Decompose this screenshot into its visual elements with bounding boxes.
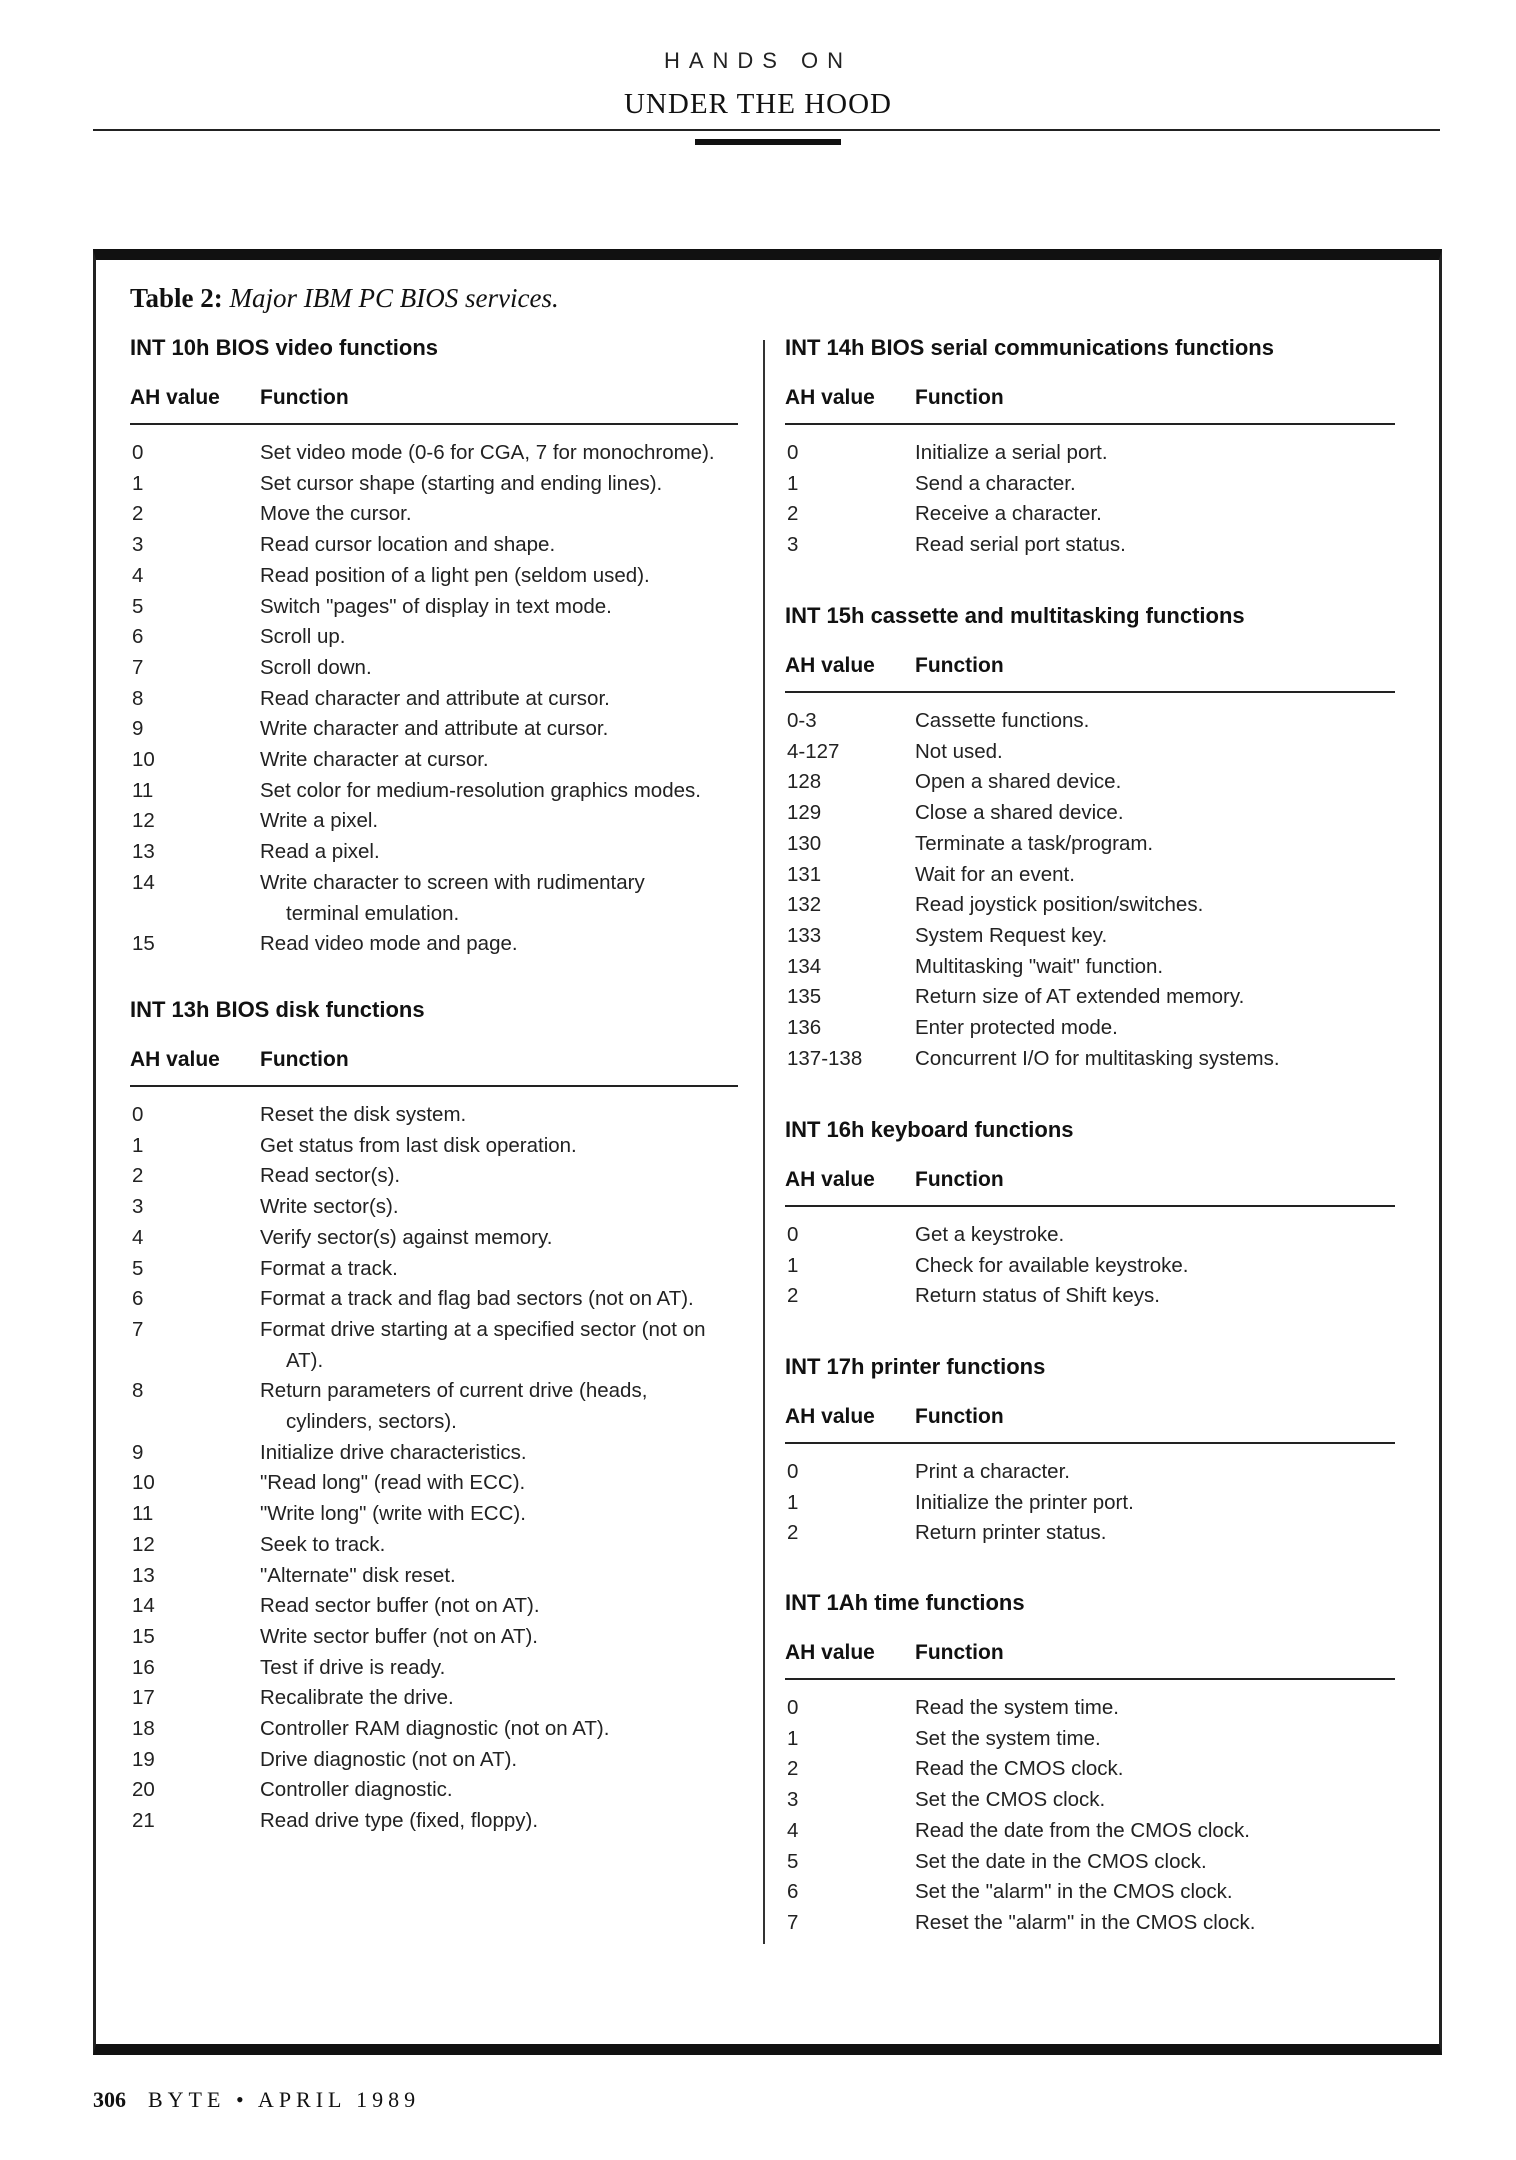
table-row — [785, 982, 1395, 1013]
function-description: "Alternate" disk reset. — [260, 1563, 456, 1587]
table-row — [130, 1223, 738, 1254]
ah-value: 15 — [132, 932, 155, 956]
function-description: Drive diagnostic (not on AT). — [260, 1747, 518, 1771]
ah-value: 15 — [132, 1624, 155, 1648]
function-description: Close a shared device. — [915, 801, 1124, 825]
section-int10 — [130, 333, 738, 960]
ah-value-header: AH value — [785, 386, 875, 409]
table-row — [785, 706, 1395, 737]
table-row — [785, 1724, 1395, 1755]
header-rule — [785, 423, 1395, 425]
ah-value: 10 — [132, 748, 155, 772]
ah-value: 13 — [132, 1563, 155, 1587]
ah-value: 3 — [132, 1195, 144, 1219]
function-description: Set the system time. — [915, 1726, 1101, 1750]
section-title: INT 14h BIOS serial communications functions — [785, 335, 1274, 360]
function-description: Initialize drive characteristics. — [260, 1440, 527, 1464]
function-description: Read the date from the CMOS clock. — [915, 1818, 1250, 1842]
function-description: Move the cursor. — [260, 502, 412, 526]
ah-value: 1 — [787, 471, 799, 495]
table-row — [130, 1438, 738, 1469]
function-description: Receive a character. — [915, 502, 1102, 526]
table-row — [785, 1908, 1395, 1939]
ah-value: 4-127 — [787, 739, 840, 763]
table-row — [785, 530, 1395, 561]
page-number: 306 — [93, 2087, 126, 2112]
function-description: Read video mode and page. — [260, 932, 518, 956]
ah-value: 0 — [132, 1103, 144, 1126]
ah-value: 12 — [132, 1532, 155, 1556]
ah-value: 1 — [132, 471, 144, 495]
magazine-issue: BYTE • APRIL 1989 — [148, 2087, 421, 2112]
ah-value: 133 — [787, 923, 822, 947]
ah-value: 8 — [132, 1379, 144, 1403]
ah-value: 132 — [787, 893, 822, 917]
function-description: Switch "pages" of display in text mode. — [260, 594, 612, 618]
ah-value: 13 — [132, 840, 155, 864]
ah-value: 1 — [132, 1133, 144, 1157]
function-description: Set the "alarm" in the CMOS clock. — [915, 1880, 1233, 1904]
function-description: Cassette functions. — [915, 709, 1090, 732]
ah-value: 2 — [787, 1757, 799, 1781]
table-row — [130, 868, 738, 929]
ah-value: 7 — [132, 1317, 144, 1341]
table-row — [130, 438, 738, 469]
table-rows — [785, 1693, 1395, 1939]
function-description: "Read long" (read with ECC). — [260, 1471, 526, 1495]
table-row — [785, 1281, 1395, 1312]
table-label: Table 2: — [130, 283, 223, 313]
ah-value-header: AH value — [785, 1641, 875, 1664]
function-description: Scroll down. — [260, 655, 372, 679]
function-description: Open a shared device. — [915, 770, 1122, 794]
ah-value: 134 — [787, 954, 822, 978]
table-row — [130, 745, 738, 776]
table-row — [130, 837, 738, 868]
header-rule — [93, 129, 1440, 131]
ah-value-header: AH value — [785, 654, 875, 677]
function-description: Controller diagnostic. — [260, 1778, 453, 1802]
function-description: Format a track and flag bad sectors (not on AT). — [260, 1287, 694, 1311]
table-row — [130, 929, 738, 960]
table-rows — [785, 438, 1395, 561]
table-row — [130, 1622, 738, 1653]
ah-value-header: AH value — [130, 386, 220, 409]
table-row — [130, 653, 738, 684]
section-int15 — [785, 601, 1395, 1074]
table-row — [130, 469, 738, 500]
function-description: Read position of a light pen (seldom used). — [260, 563, 650, 587]
table-title — [130, 283, 559, 314]
function-description: Recalibrate the drive. — [260, 1686, 454, 1710]
function-description: Get a keystroke. — [915, 1223, 1065, 1246]
function-description: Write character to screen with rudimentary — [260, 870, 645, 894]
table-row — [785, 1518, 1395, 1549]
table-row — [130, 1376, 738, 1437]
function-description: Read the CMOS clock. — [915, 1757, 1124, 1781]
ah-value: 11 — [132, 778, 154, 802]
ah-value: 135 — [787, 985, 822, 1009]
section-int13 — [130, 995, 738, 1837]
function-description: Read cursor location and shape. — [260, 533, 556, 557]
ah-value: 10 — [132, 1471, 155, 1495]
ah-value: 14 — [132, 870, 155, 894]
table-row — [785, 1816, 1395, 1847]
table-row — [130, 1561, 738, 1592]
ah-value: 6 — [132, 625, 144, 649]
function-description: System Request key. — [915, 923, 1108, 947]
ah-value-header: AH value — [785, 1168, 875, 1191]
ah-value: 2 — [132, 502, 144, 526]
table-row — [785, 952, 1395, 983]
function-description: Set cursor shape (starting and ending lines). — [260, 471, 663, 495]
section-title: INT 17h printer functions — [785, 1354, 1046, 1379]
table-box — [93, 249, 1442, 2055]
ah-value: 4 — [132, 563, 144, 587]
header-rule — [785, 1205, 1395, 1207]
ah-value: 9 — [132, 717, 144, 741]
column-header-row — [130, 1045, 738, 1075]
function-description-continued: terminal emulation. — [286, 901, 460, 925]
header-rule — [130, 1085, 738, 1087]
table-row — [130, 530, 738, 561]
function-description: Controller RAM diagnostic (not on AT). — [260, 1717, 610, 1741]
header-rule — [785, 691, 1395, 693]
function-description: Return size of AT extended memory. — [915, 985, 1245, 1009]
table-row — [785, 1044, 1395, 1075]
ah-value: 7 — [132, 655, 144, 679]
section-heading: HANDS ON — [663, 48, 853, 73]
ah-value: 1 — [787, 1726, 799, 1750]
ah-value: 4 — [132, 1225, 144, 1249]
page-footer — [93, 2087, 420, 2113]
function-description: Format a track. — [260, 1256, 398, 1280]
table-rows — [130, 438, 738, 960]
table-row — [785, 438, 1395, 469]
function-description: Return printer status. — [915, 1521, 1107, 1545]
table-row — [130, 1192, 738, 1223]
function-description: Test if drive is ready. — [260, 1655, 446, 1679]
ah-value: 0 — [787, 1223, 799, 1246]
ah-value: 7 — [787, 1910, 799, 1934]
ah-value-header: AH value — [130, 1048, 220, 1071]
table-row — [785, 921, 1395, 952]
table-row — [785, 1488, 1395, 1519]
column-header-row — [785, 651, 1395, 681]
ah-value: 130 — [787, 831, 822, 855]
ah-value: 17 — [132, 1686, 155, 1710]
function-description: Set color for medium-resolution graphics modes. — [260, 778, 701, 802]
column-header-row — [785, 1165, 1395, 1195]
function-description: Multitasking "wait" function. — [915, 954, 1164, 978]
table-row — [130, 499, 738, 530]
column-header-row — [785, 383, 1395, 413]
ah-value: 14 — [132, 1594, 155, 1618]
ah-value: 0 — [787, 1696, 799, 1719]
ah-value: 129 — [787, 801, 822, 825]
table-row — [130, 1591, 738, 1622]
function-description: Initialize the printer port. — [915, 1490, 1134, 1514]
ah-value: 1 — [787, 1253, 799, 1277]
table-row — [785, 860, 1395, 891]
function-description: Print a character. — [915, 1460, 1070, 1483]
table-rows — [785, 1220, 1395, 1312]
table-row — [130, 806, 738, 837]
column-divider — [763, 340, 765, 1944]
function-description: Format drive starting at a specified sector (not on — [260, 1317, 706, 1341]
header-rule — [785, 1678, 1395, 1680]
table-row — [785, 1220, 1395, 1251]
function-description: Reset the disk system. — [260, 1103, 467, 1126]
function-description: Verify sector(s) against memory. — [260, 1225, 553, 1249]
table-row — [130, 1775, 738, 1806]
ah-value: 5 — [132, 594, 144, 618]
column-header-row — [785, 1402, 1395, 1432]
function-description: Return status of Shift keys. — [915, 1284, 1160, 1308]
function-description: Seek to track. — [260, 1532, 386, 1556]
ah-value: 20 — [132, 1778, 155, 1802]
section-int16 — [785, 1115, 1395, 1312]
ah-value: 21 — [132, 1809, 155, 1833]
function-header: Function — [260, 1048, 349, 1071]
table-row — [785, 829, 1395, 860]
function-description: Write sector buffer (not on AT). — [260, 1624, 539, 1648]
column-header-row — [785, 1638, 1395, 1668]
ah-value: 0 — [787, 441, 799, 464]
table-row — [130, 1315, 738, 1376]
function-header: Function — [260, 386, 349, 409]
function-description: Read drive type (fixed, floppy). — [260, 1809, 539, 1833]
ah-value: 5 — [132, 1256, 144, 1280]
ah-value: 12 — [132, 809, 155, 833]
ah-value: 6 — [787, 1880, 799, 1904]
table-row — [130, 1745, 738, 1776]
function-header: Function — [915, 1168, 1004, 1191]
table-row — [785, 737, 1395, 768]
table-row — [130, 1714, 738, 1745]
table-row — [785, 1251, 1395, 1282]
function-description: Read character and attribute at cursor. — [260, 686, 610, 710]
ah-value: 16 — [132, 1655, 155, 1679]
table-row — [785, 499, 1395, 530]
header-rule — [785, 1442, 1395, 1444]
function-description: Write a pixel. — [260, 809, 379, 833]
table-row — [130, 1131, 738, 1162]
column-header-row — [130, 383, 738, 413]
table-row — [130, 1284, 738, 1315]
section-title: INT 10h BIOS video functions — [130, 335, 439, 360]
table-row — [130, 1100, 738, 1131]
table-row — [130, 776, 738, 807]
function-description: Concurrent I/O for multitasking systems. — [915, 1046, 1280, 1070]
header-rule — [130, 423, 738, 425]
table-row — [130, 1806, 738, 1837]
subsection-heading: UNDER THE HOOD — [623, 88, 892, 120]
section-title: INT 1Ah time functions — [785, 1590, 1025, 1615]
ah-value: 3 — [132, 533, 144, 557]
function-description: Read serial port status. — [915, 533, 1126, 557]
function-header: Function — [915, 1641, 1004, 1664]
section-title: INT 13h BIOS disk functions — [130, 997, 425, 1022]
table-row — [785, 890, 1395, 921]
ah-value: 0 — [132, 441, 144, 464]
function-description: Read sector(s). — [260, 1164, 401, 1188]
ah-value: 0-3 — [787, 709, 817, 732]
table-row — [785, 1847, 1395, 1878]
table-row — [130, 1653, 738, 1684]
function-description: Send a character. — [915, 471, 1076, 495]
table-row — [785, 1785, 1395, 1816]
table-row — [130, 1161, 738, 1192]
section-title: INT 16h keyboard functions — [785, 1117, 1074, 1142]
function-description: Not used. — [915, 739, 1003, 763]
function-header: Function — [915, 1405, 1004, 1428]
table-row — [130, 561, 738, 592]
ah-value: 11 — [132, 1502, 154, 1526]
table-row — [130, 592, 738, 623]
table-row — [130, 714, 738, 745]
ah-value: 4 — [787, 1818, 799, 1842]
table-row — [785, 1754, 1395, 1785]
ah-value: 5 — [787, 1849, 799, 1873]
function-description: Read sector buffer (not on AT). — [260, 1594, 540, 1618]
function-description: Write character and attribute at cursor. — [260, 717, 609, 741]
ah-value: 2 — [787, 1521, 799, 1545]
function-description: Set the date in the CMOS clock. — [915, 1849, 1207, 1873]
ah-value: 1 — [787, 1490, 799, 1514]
ah-value: 2 — [787, 502, 799, 526]
table-row — [130, 684, 738, 715]
ah-value: 18 — [132, 1717, 155, 1741]
ah-value: 137-138 — [787, 1046, 863, 1070]
ah-value: 8 — [132, 686, 144, 710]
function-description: Read a pixel. — [260, 840, 380, 864]
table-row — [785, 469, 1395, 500]
table-row — [130, 1468, 738, 1499]
function-description: Terminate a task/program. — [915, 831, 1154, 855]
function-description: Return parameters of current drive (heads, — [260, 1379, 648, 1403]
table-row — [785, 1457, 1395, 1488]
header-accent-bar — [695, 139, 841, 145]
function-description: Write character at cursor. — [260, 748, 489, 772]
ah-value: 2 — [132, 1164, 144, 1188]
ah-value: 19 — [132, 1747, 155, 1771]
function-header: Function — [915, 386, 1004, 409]
table-row — [785, 1877, 1395, 1908]
ah-value: 6 — [132, 1287, 144, 1311]
ah-value: 131 — [787, 862, 822, 886]
function-description: Read joystick position/switches. — [915, 893, 1204, 917]
table-caption: Major IBM PC BIOS services. — [229, 283, 559, 313]
table-row — [130, 1254, 738, 1285]
ah-value: 3 — [787, 1788, 799, 1812]
ah-value: 128 — [787, 770, 822, 794]
function-header: Function — [915, 654, 1004, 677]
function-description: Initialize a serial port. — [915, 441, 1108, 464]
function-description: Write sector(s). — [260, 1195, 399, 1219]
ah-value-header: AH value — [785, 1405, 875, 1428]
function-description: Set the CMOS clock. — [915, 1788, 1106, 1812]
table-row — [785, 1693, 1395, 1724]
table-rows — [130, 1100, 738, 1837]
table-row — [130, 1530, 738, 1561]
section-int1a — [785, 1588, 1395, 1939]
table-rows — [785, 1457, 1395, 1549]
table-row — [130, 622, 738, 653]
section-int17 — [785, 1352, 1395, 1549]
function-description: Read the system time. — [915, 1696, 1119, 1719]
function-description: Check for available keystroke. — [915, 1253, 1189, 1277]
function-description: Scroll up. — [260, 625, 346, 649]
table-row — [785, 798, 1395, 829]
function-description: "Write long" (write with ECC). — [260, 1502, 526, 1526]
section-int14 — [785, 333, 1395, 561]
ah-value: 0 — [787, 1460, 799, 1483]
ah-value: 2 — [787, 1284, 799, 1308]
ah-value: 136 — [787, 1016, 822, 1040]
table-row — [130, 1683, 738, 1714]
function-description: Reset the "alarm" in the CMOS clock. — [915, 1910, 1256, 1934]
ah-value: 9 — [132, 1440, 144, 1464]
function-description: Wait for an event. — [915, 862, 1075, 886]
function-description-continued: AT). — [286, 1348, 324, 1372]
table-rows — [785, 706, 1395, 1074]
function-description: Get status from last disk operation. — [260, 1133, 577, 1157]
ah-value: 3 — [787, 533, 799, 557]
table-row — [785, 767, 1395, 798]
function-description-continued: cylinders, sectors). — [286, 1410, 457, 1434]
section-title: INT 15h cassette and multitasking functions — [785, 603, 1245, 628]
table-row — [130, 1499, 738, 1530]
table-row — [785, 1013, 1395, 1044]
function-description: Set video mode (0-6 for CGA, 7 for monochrome). — [260, 441, 715, 464]
function-description: Enter protected mode. — [915, 1016, 1118, 1040]
